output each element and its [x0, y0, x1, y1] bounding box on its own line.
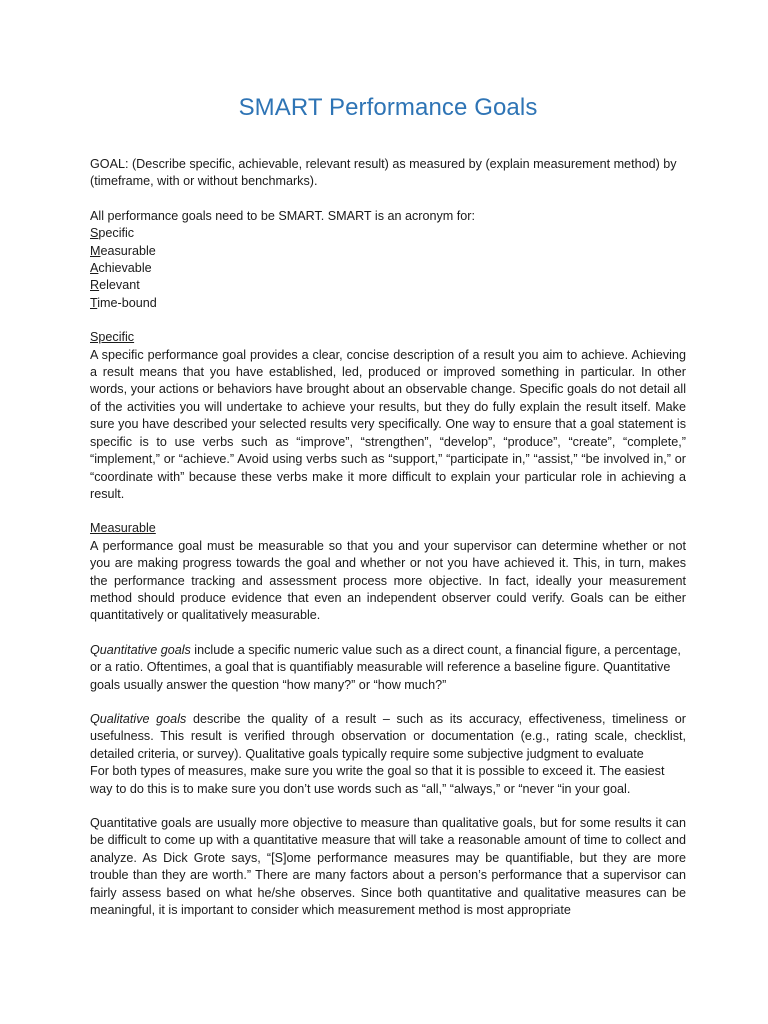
measurable-body: A performance goal must be measurable so that you and your supervisor can determine whether or not you are making progress towards the goal and whether or not you have achieved it. This, in turn, makes the performance tracking and assessment process more objective. In fact, ideally your measurement method should produce evidence that even an independent observer could verify. Goals can be either quantitatively or qualitatively measurable. [90, 538, 686, 623]
qualitative-goals-paragraph [90, 711, 686, 763]
acronym-item-relevant [90, 277, 686, 294]
acronym-letter: T [90, 295, 98, 310]
specific-heading: Specific [90, 330, 135, 345]
quantitative-goals-text: include a specific numeric value such as a direct count, a financial figure, a percentage, or a ratio. Oftentimes, a goal that is quantifiably measurable will reference a baseline figure. Quantitative goals usually answer the question “how many?” or “how much?” [90, 642, 681, 692]
acronym-rest: easurable [100, 243, 156, 258]
quantitative-goals-term: Quantitative goals [90, 642, 191, 657]
exceed-goal-note: For both types of measures, make sure you write the goal so that it is possible to exceed it. The easiest way to do this is to make sure you don’t use words such as “all,” “always,” or “never “in your goal. [90, 764, 665, 796]
smart-acronym-list [90, 225, 686, 312]
specific-body: A specific performance goal provides a clear, concise description of a result you aim to achieve. Achieving a result means that you have established, led, produced or improved something in particular. In other words, your actions or behaviors have brought about an observable change. Specific goals do not detail all of the activities you will undertake to achieve your results, but they do fully explain the result itself. Make sure you have described your selected results very specifically. One way to ensure that a goal statement is specific is to use verbs such as “improve”, “strengthen”, “develop”, “produce”, “create”, “complete,” “implement,” or “achieve.” Avoid using verbs such as “support,” “participate in,” “assist,” “be involved in,” or “coordinate with” because these verbs make it more difficult to explain your particular role in achieving a result. [90, 347, 686, 501]
page-title: SMART Performance Goals [238, 94, 538, 121]
acronym-item-specific [90, 225, 686, 242]
acronym-rest: pecific [98, 226, 135, 241]
acronym-item-achievable [90, 260, 686, 277]
acronym-item-measurable [90, 243, 686, 260]
measurable-heading: Measurable [90, 521, 156, 536]
qualitative-goals-text: describe the quality of a result – such as its accuracy, effectiveness, timeliness or usefulness. This result is verified through observation or documentation (e.g., rating scale, checklist, detailed criteria, or survey). Qualitative goals typically require some subjective judgment to evaluate [90, 711, 686, 761]
goal-template-line: GOAL: (Describe specific, achievable, relevant result) as measured by (explain measurement method) by (timeframe, with or without benchmarks). [90, 157, 677, 189]
acronym-rest: chievable [98, 261, 152, 276]
acronym-rest: elevant [99, 278, 140, 293]
acronym-item-time-bound [90, 295, 686, 312]
quantitative-goals-paragraph [90, 642, 686, 694]
smart-intro: All performance goals need to be SMART. SMART is an acronym for: [90, 208, 475, 223]
acronym-letter: R [90, 278, 100, 293]
acronym-letter: S [90, 226, 99, 241]
acronym-rest: ime-bound [97, 295, 157, 310]
measure-comparison-paragraph: Quantitative goals are usually more objective to measure than qualitative goals, but for some results it can be difficult to come up with a quantitative measure that will take a reasonable amount of time to collect and analyze. As Dick Grote says, “[S]ome performance measures may be quantifiable, but they are more trouble than they are worth.” There are many factors about a person’s performance that a supervisor can fairly assess based on what he/she observes. Since both quantitative and qualitative measures can be meaningful, it is important to consider which measurement method is most appropriate [90, 816, 686, 918]
acronym-letter: A [90, 261, 99, 276]
acronym-letter: M [90, 243, 101, 258]
qualitative-goals-term: Qualitative goals [90, 711, 187, 726]
